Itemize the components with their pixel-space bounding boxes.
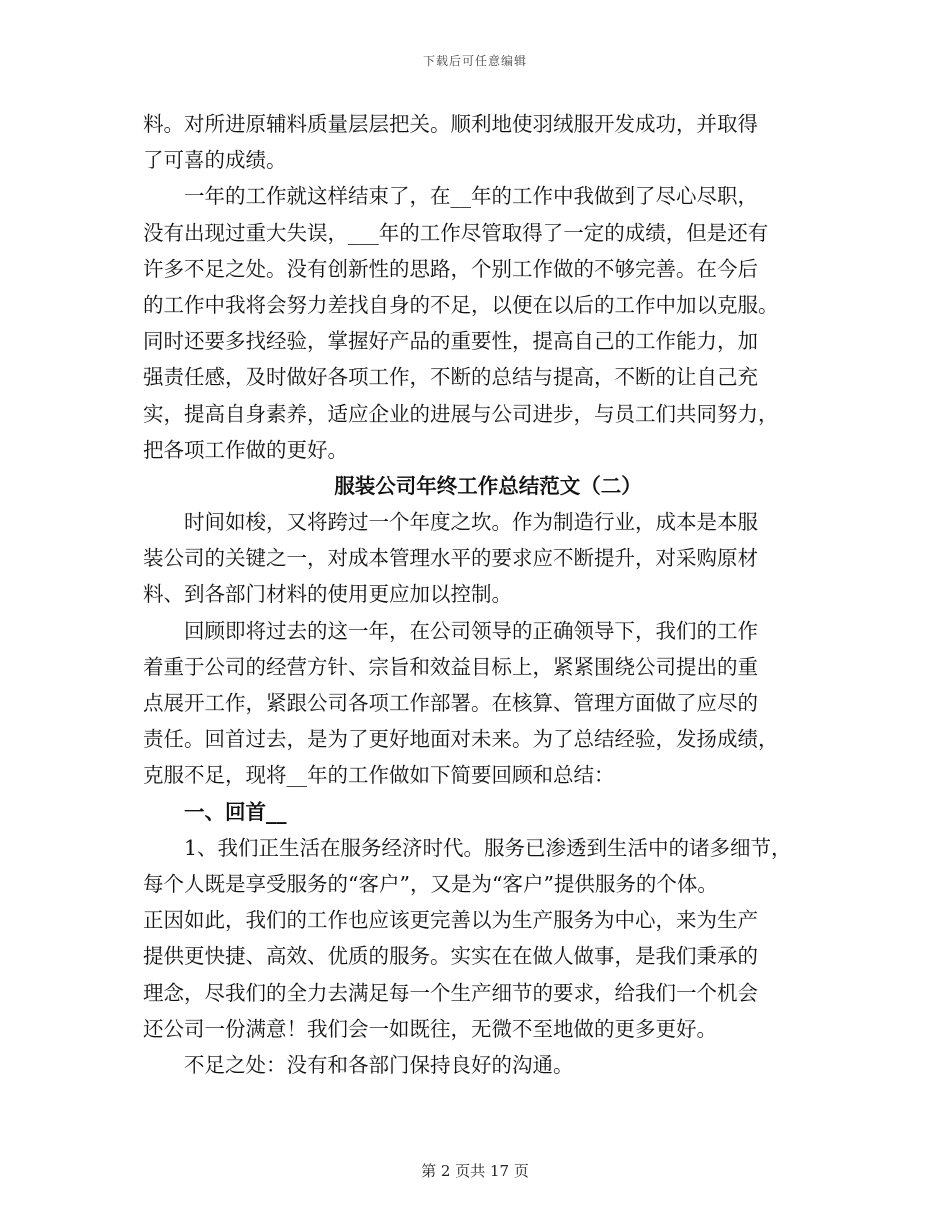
- text-line: 的工作中我将会努力差找自身的不足，以便在以后的工作中加以克服。: [143, 292, 779, 317]
- text-line: 点展开工作，紧跟公司各项工作部署。在核算、管理方面做了应尽的: [143, 691, 758, 715]
- page-footer: 第 2 页共 17 页: [421, 1162, 529, 1180]
- text-line: 许多不足之处。没有创新性的思路，个别工作做的不够完善。在今后: [143, 256, 758, 281]
- text-line: 不足之处：没有和各部门保持良好的沟通。: [184, 1052, 574, 1077]
- text-line: 装公司的关键之一，对成本管理水平的要求应不断提升，对采购原材: [143, 546, 758, 571]
- text-line: 料。对所进原辅料质量层层把关。顺利地使羽绒服开发成功，并取得: [143, 112, 758, 136]
- text-line: 提供更快捷、高效、优质的服务。实实在在做人做事，是我们秉承的: [143, 944, 758, 969]
- page-header: 下载后可任意编辑: [422, 54, 527, 68]
- text-line: 理念，尽我们的全力去满足每一个生产细节的要求，给我们一个机会: [143, 980, 758, 1005]
- text-line: 1、我们正生活在服务经济时代。服务已渗透到生活中的诸多细节，: [184, 835, 792, 860]
- text-line: 克服不足，现将__年的工作做如下简要回顾和总结：: [143, 763, 615, 788]
- section-title: 服装公司年终工作总结范文（二）: [334, 473, 642, 498]
- section-heading: 一、回首__: [184, 799, 287, 824]
- text-line: 了可喜的成绩。: [143, 148, 287, 173]
- document-body: [143, 106, 833, 1083]
- text-line: 着重于公司的经营方针、宗旨和效益目标上，紧紧围绕公司提出的重: [143, 654, 758, 679]
- text-line: 每个人既是享受服务的“客户”，又是为“客户”提供服务的个体。: [143, 871, 718, 896]
- text-line: 实，提高自身素养，适应企业的进展与公司进步，与员工们共同努力，: [143, 401, 779, 426]
- text-line: 强责任感，及时做好各项工作，不断的总结与提高，不断的让自己充: [143, 365, 758, 390]
- text-line: 时间如梭，又将跨过一个年度之坎。作为制造行业，成本是本服: [184, 510, 758, 535]
- text-line: 把各项工作做的更好。: [143, 437, 348, 462]
- text-line: 料、到各部门材料的使用更应加以控制。: [143, 582, 512, 607]
- text-line: 同时还要多找经验，掌握好产品的重要性，提高自己的工作能力，加: [143, 329, 758, 354]
- text-line: 回顾即将过去的这一年，在公司领导的正确领导下，我们的工作: [184, 618, 758, 643]
- text-line: 正因如此，我们的工作也应该更完善以为生产服务为中心，来为生产: [143, 908, 758, 933]
- text-line: 责任。回首过去，是为了更好地面对未来。为了总结经验，发扬成绩，: [143, 727, 779, 752]
- text-line: 一年的工作就这样结束了，在__年的工作中我做到了尽心尽职，: [184, 184, 758, 209]
- text-line: 没有出现过重大失误，___年的工作尽管取得了一定的成绩，但是还有: [143, 220, 769, 245]
- text-line: 还公司一份满意！我们会一如既往，无微不至地做的更多更好。: [143, 1016, 717, 1041]
